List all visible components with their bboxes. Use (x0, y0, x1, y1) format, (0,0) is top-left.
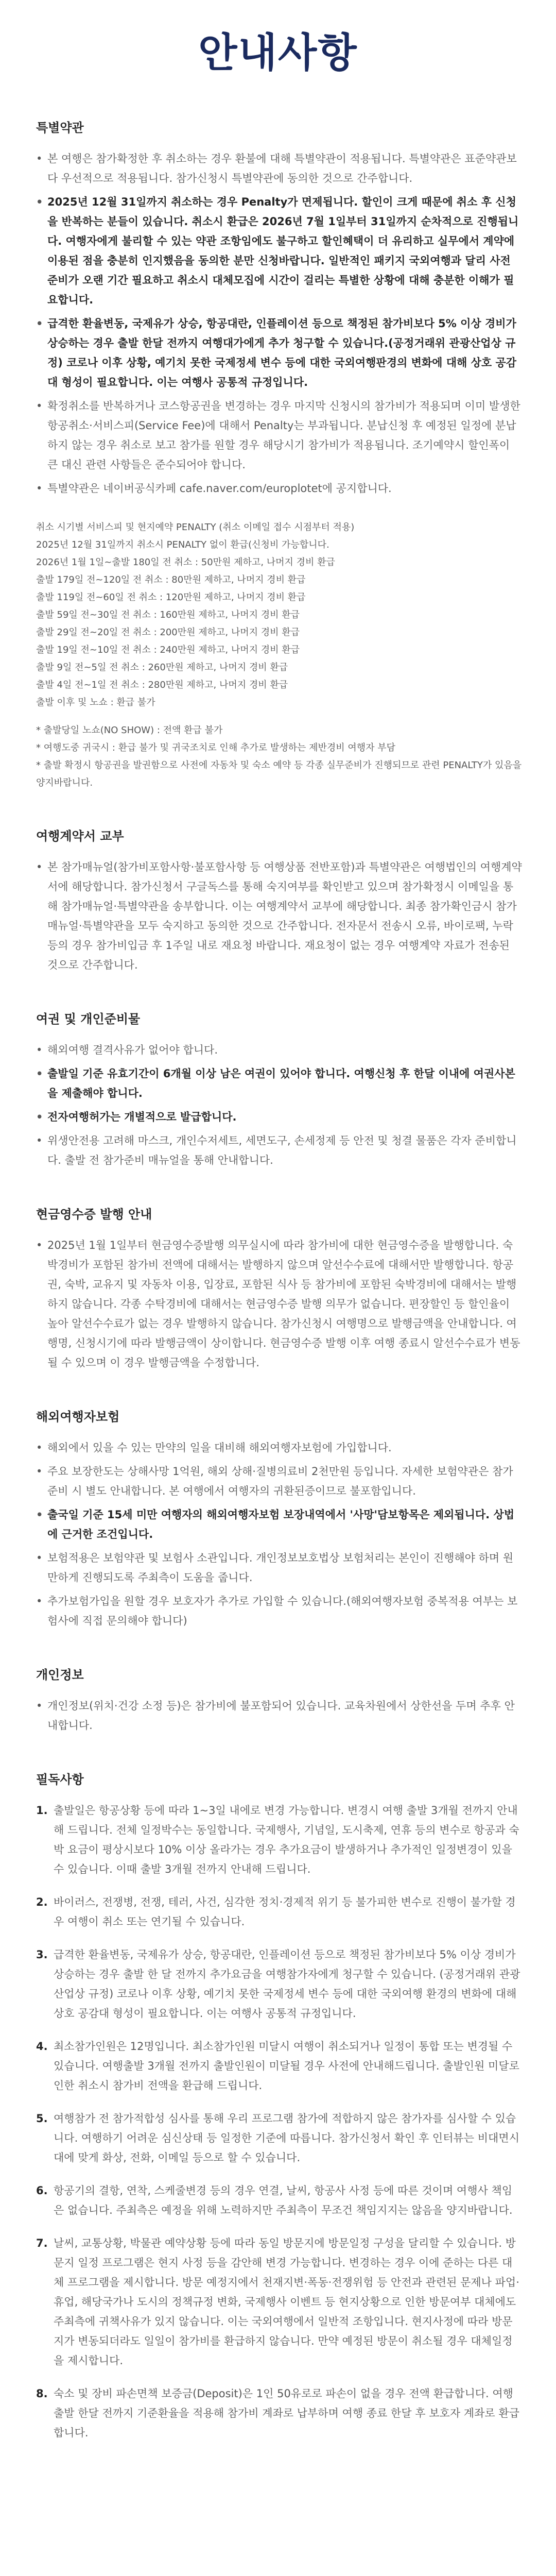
footnote: * 출발당일 노쇼(NO SHOW) : 전액 환급 불가 (36, 725, 223, 736)
numbered-item (36, 2233, 523, 2370)
penalty-line: 출발 이후 및 노쇼 : 환급 불가 (36, 697, 155, 708)
list-item: • 주요 보장한도는 상해사망 1억원, 해외 상해·질병의료비 2천만원 등입니다. 자세한 보험약관은 참가준비 시 별도 안내합니다. 본 여행에서 여행자의 귀환된증이므로 불포함입니다. (36, 1462, 523, 1501)
item-number: 7. (36, 2237, 48, 2249)
item-text: 급격한 환율변동, 국제유가 상승, 항공대란, 인플레이션 등으로 책정된 참가비보다 5% 이상 경비가 상승하는 경우 출발 한 달 전까지 추가요금을 여행참가자에게 청구할 수 있습니다. (공정거래위 관광산업상 규정) 코로나 이후 상황, 예기치 못한 국제정세 변수 등에 대한 국외여행 환경의 변화에 대해 상호 공감대 형성이 필요합니다. 이는 여행사 공통적 규정입니다. (54, 1948, 520, 2020)
item-number: 4. (36, 2040, 48, 2053)
numbered-item (36, 2384, 523, 2443)
list-item: • 2025년 1월 1일부터 현금영수증발행 의무실시에 따라 참가비에 대한 현금영수증을 발행합니다. 숙박경비가 포함된 참가비 전액에 대해서는 발행하지 않으며 알선수수료에 대해서만 발행합니다. 항공권, 숙박, 교유지 및 자동차 이용, 입장료, 포함된 식사 등 참가비에 포함된 숙박경비에 대해서는 발행하지 않습니다. 각종 수탁경비에 대해서는 현금영수증 발행 의무가 없습니다. 편장할인 등 할인율이 높아 알선수수료가 없는 경우 발행하지 않습니다. 참가신청시 여행명으로 발행금액을 안내합니다. 여행명, 신청시기에 따라 발행금액이 상이합니다. 현금영수증 발행 이후 여행 종료시 알선수수료가 변동될 수 있으며 이 경우 발행금액을 수정합니다. (36, 1235, 523, 1372)
item-number: 3. (36, 1948, 48, 1961)
list-item: • 2025년 12월 31일까지 취소하는 경우 Penalty가 면제됩니다. 할인이 크게 때문에 취소 후 신청을 반복하는 분들이 있습니다. 취소시 환급은 2026년 7월 1일부터 31일까지 순차적으로 진행됩니다. 여행자에게 불리할 수 있는 약관 조항임에도 불구하고 할인혜택이 더 유리하고 실무에서 계약에 이용된 점을 충분히 인지했음을 동의한 분만 신청바랍니다. 일반적인 패키지 국외여행과 달리 사전 준비가 오랜 기간 필요하고 취소시 대체모집에 시간이 걸리는 특별한 상황에 대해 충분한 이해가 필요합니다. (36, 192, 523, 310)
item-number: 5. (36, 2112, 48, 2125)
numbered-item (36, 2109, 523, 2167)
list-item: • 특별약관은 네이버공식카페 cafe.naver.com/europlotet에 공지합니다. (36, 479, 523, 498)
item-text: 여행참가 전 참가적합성 심사를 통해 우리 프로그램 참가에 적합하지 않은 참가자를 심사할 수 있습니다. 여행하기 어려운 심신상태 등 일정한 기준에 따릅니다. 참가신청서 확인 후 인터뷰는 비대면시대에 맞게 화상, 전화, 이메일 등으로 할 수 있습니다. (54, 2112, 519, 2164)
item-number: 2. (36, 1896, 48, 1908)
list-item: • 개인정보(위치·건강 소정 등)은 참가비에 불포함되어 있습니다. 교육차원에서 상한선을 두며 추후 안내합니다. (36, 1696, 523, 1735)
footnote: * 여행도중 귀국시 : 환급 불가 및 귀국조치로 인해 추가로 발생하는 제반경비 여행자 부담 (36, 742, 396, 753)
penalty-line: 출발 4일 전~1일 전 취소 : 280만원 제하고, 나머지 경비 환급 (36, 680, 288, 690)
penalty-line: 출발 179일 전~120일 전 취소 : 80만원 제하고, 나머지 경비 환급 (36, 574, 306, 585)
numbered-item (36, 2181, 523, 2220)
penalty-line: 출발 19일 전~10일 전 취소 : 240만원 제하고, 나머지 경비 환급 (36, 645, 300, 655)
item-text: 숙소 및 장비 파손면책 보증금(Deposit)은 1인 50유로로 파손이 없을 경우 전액 환급합니다. 여행 출발 한달 전까지 기준환율을 적용해 참가비 계좌로 납부하며 여행 종료 한달 후 보호자 계좌로 환급합니다. (54, 2387, 519, 2439)
section-heading-personal-info: 개인정보 (36, 1668, 84, 1682)
section-heading-insurance: 해외여행자보험 (36, 1410, 120, 1424)
numbered-item (36, 1945, 523, 2023)
personal-info-list (36, 1696, 523, 1735)
section-heading-receipt: 현금영수증 발행 안내 (36, 1207, 152, 1222)
list-item: • 위생안전용 고려해 마스크, 개인수저세트, 세면도구, 손세정제 등 안전 및 청결 물품은 각자 준비합니다. 출발 전 참가준비 매뉴얼을 통해 안내합니다. (36, 1131, 523, 1170)
list-item: • 출국일 기준 15세 미만 여행자의 해외여행자보험 보장내역에서 '사망'담보항목은 제외됩니다. 상법에 근거한 조건입니다. (36, 1505, 523, 1544)
item-text: 최소참가인원은 12명입니다. 최소참가인원 미달시 여행이 취소되거나 일정이 통합 또는 변경될 수 있습니다. 여행출발 3개월 전까지 출발인원이 미달될 경우 사전에 안내해드립니다. 출발인원 미달로 인한 취소시 참가비 전액을 환급해 드립니다. (54, 2040, 519, 2092)
penalty-line: 출발 29일 전~20일 전 취소 : 200만원 제하고, 나머지 경비 환급 (36, 627, 300, 638)
item-text: 출발일은 항공상황 등에 따라 1~3일 내에로 변경 가능합니다. 변경시 여행 출발 3개월 전까지 안내해 드립니다. 전체 일정박수는 동일합니다. 국제행사, 기념일, 도시축제, 연휴 등의 변수로 항공과 숙박 요금이 평상시보다 10% 이상 올라가는 경우 추가요금이 발생하거나 추가적인 일정변경이 있을 수 있습니다. 이때 출발 3개월 전까지 안내해 드립니다. (54, 1804, 519, 1875)
passport-list (36, 1040, 523, 1170)
page-title: 안내사항 (198, 30, 358, 75)
section-heading-must-read: 필독사항 (36, 1772, 84, 1787)
content (36, 117, 523, 2456)
receipt-list (36, 1235, 523, 1372)
penalty-line: 출발 119일 전~60일 전 취소 : 120만원 제하고, 나머지 경비 환급 (36, 592, 306, 603)
list-item: • 보험적용은 보험약관 및 보험사 소관입니다. 개인정보보호법상 보험처리는 본인이 진행해야 하며 원만하게 진행되도록 주최측이 도움을 줍니다. (36, 1548, 523, 1587)
penalty-line: 취소 시기별 서비스피 및 현지예약 PENALTY (취소 이메일 접수 시점부터 적용) (36, 522, 355, 533)
list-item: • 전자여행허가는 개별적으로 발급합니다. (36, 1107, 523, 1127)
penalty-line: 2026년 1월 1일~출발 180일 전 취소 : 50만원 제하고, 나머지 경비 환급 (36, 557, 335, 568)
list-item: • 본 참가매뉴얼(참가비포함사항·불포함사항 등 여행상품 전반포함)과 특별약관은 여행법인의 여행계약서에 해당합니다. 참가신청서 구글독스를 통해 숙지여부를 확인받고 있으며 참가확정시 이메일을 통해 참가매뉴얼·특별약관을 송부합니다. 이는 여행계약서 교부에 해당합니다. 최종 참가확인금시 참가매뉴얼·특별약관을 모두 숙지하고 동의한 것으로 간주합니다. 전자문서 전송시 오류, 바이로팩, 누락 등의 경우 참가비입금 후 1주일 내로 재요청 바랍니다. 재요청이 없는 경우 여행계약 자료가 전송된 것으로 간주합니다. (36, 857, 523, 975)
section-heading-special-terms: 특별약관 (36, 121, 84, 135)
list-item: • 출발일 기준 유효기간이 6개월 이상 남은 여권이 있어야 합니다. 여행신청 후 한달 이내에 여권사본을 제출해야 합니다. (36, 1064, 523, 1103)
insurance-list (36, 1438, 523, 1631)
footnote: * 출발 확정시 항공권을 발권함으로 사전에 자동차 및 숙소 예약 등 각종 실무준비가 진행되므로 관련 PENALTY가 있음을 양지바랍니다. (36, 760, 522, 788)
list-item: • 급격한 환율변동, 국제유가 상승, 항공대란, 인플레이션 등으로 책정된 참가비보다 5% 이상 경비가 상승하는 경우 출발 한달 전까지 여행대가에게 추가 청구할 수 있습니다.(공정거래위 관광산업상 규정) 코로나 이후 상황, 예기치 못한 국제정세 변수 등에 대한 국외여행판경의 변화에 대해 상호 공감대 형성이 필요합니다. 이는 여행사 공통적 규정입니다. (36, 314, 523, 392)
item-number: 1. (36, 1804, 48, 1817)
penalty-notes (36, 519, 523, 792)
item-text: 날씨, 교통상황, 박물관 예약상황 등에 따라 동일 방문지에 방문일정 구성을 달리할 수 있습니다. 방문지 일정 프로그램은 현지 사정 등을 감안해 변경 가능합니다. 변경하는 경우 이에 준하는 다른 대체 프로그램을 제시합니다. 방문 예정지에서 천재지변·폭동·전쟁위험 등 안전과 관련된 문제나 파업·휴업, 해당국가나 도시의 정책규정 변화, 국제행사 이벤트 등 현지상황으로 인한 방문여부 대체에도 주최측에 귀책사유가 있지 않습니다. 이는 국외여행에서 일반적 조항입니다. 현지사정에 따라 방문지가 변동되더라도 일일이 참가비를 환급하지 않습니다. 만약 예정된 방문이 취소될 경우 대체일정을 제시합니다. (54, 2237, 519, 2367)
list-item: • 추가보험가입을 원할 경우 보호자가 추가로 가입할 수 있습니다.(해외여행자보험 중복적용 여부는 보험사에 직접 문의해야 합니다) (36, 1591, 523, 1631)
spacer (36, 711, 523, 722)
penalty-line: 출발 9일 전~5일 전 취소 : 260만원 제하고, 나머지 경비 환급 (36, 662, 288, 673)
item-text: 항공기의 결항, 연착, 스케줄변경 등의 경우 연결, 날씨, 항공사 사정 등에 따른 것이며 여행사 책임은 없습니다. 주최측은 예정을 위해 노력하지만 주최측이 무조건 책임지지는 않음을 양지바랍니다. (54, 2184, 513, 2216)
trip-education-list (36, 857, 523, 975)
special-terms-list (36, 149, 523, 498)
list-item: • 본 여행은 참가확정한 후 취소하는 경우 환불에 대해 특별약관이 적용됩니다. 특별약관은 표준약관보다 우선적으로 적용됩니다. 참가신청시 특별약관에 동의한 것으로 간주합니다. (36, 149, 523, 188)
penalty-line: 2025년 12월 31일까지 취소시 PENALTY 없이 환급(신청비 가능합니다. (36, 539, 329, 550)
item-text: 바이러스, 전쟁병, 전쟁, 테러, 사건, 심각한 정치·경제적 위기 등 불가피한 변수로 진행이 불가할 경우 여행이 취소 또는 연기될 수 있습니다. (54, 1896, 516, 1928)
must-read-list (36, 1801, 523, 2443)
list-item: • 해외여행 결격사유가 없어야 합니다. (36, 1040, 523, 1060)
penalty-line: 출발 59일 전~30일 전 취소 : 160만원 제하고, 나머지 경비 환급 (36, 609, 300, 620)
list-item: • 확정취소를 반복하거나 코스항공권을 변경하는 경우 마지막 신청시의 참가비가 적용되며 이미 발생한 항공취소·서비스피(Service Fee)에 대해서 Penalty는 부과됩니다. 분납신청 후 예정된 일정에 분납하지 않는 경우 취소로 보고 참가를 원할 경우 해당시기 참가비가 적용됩니다. 조기예약시 할인폭이 큰 대신 관련 사항들은 준수되어야 합니다. (36, 396, 523, 474)
section-heading-trip-education: 여행계약서 교부 (36, 829, 124, 843)
numbered-item (36, 2037, 523, 2095)
list-item: • 해외에서 있을 수 있는 만약의 일을 대비해 해외여행자보험에 가입합니다. (36, 1438, 523, 1458)
item-number: 8. (36, 2387, 48, 2400)
item-number: 6. (36, 2184, 48, 2197)
numbered-item (36, 1801, 523, 1879)
numbered-item (36, 1892, 523, 1931)
section-heading-passport: 여권 및 개인준비물 (36, 1012, 141, 1026)
